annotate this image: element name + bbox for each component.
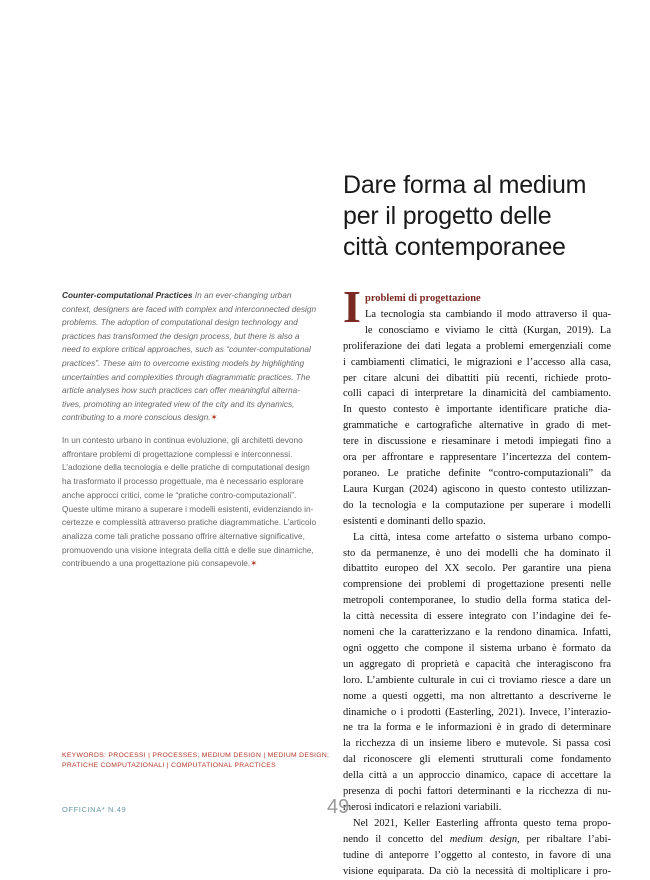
abstract-english bbox=[62, 289, 334, 425]
body-line: sto da permanenze, è uno dei modelli che ha dominato il bbox=[343, 547, 611, 559]
abstract-lead: Counter-computational Practices bbox=[62, 290, 193, 300]
drop-cap: I bbox=[343, 281, 361, 332]
body-line: poraneo. Le pratiche definite “contro-computazionali” da bbox=[343, 467, 611, 479]
body-line: loro. L’ambiente culturale in cui ci troviamo riesce a dare un bbox=[343, 674, 611, 686]
body-line: esistenti e dominanti dello spazio. bbox=[343, 515, 486, 527]
abstract-line: L’adozione della tecnologia e delle pratiche di computational design bbox=[62, 462, 310, 473]
body-line: tudine di anteporre l’oggetto al contesto, in favore di una bbox=[343, 849, 611, 861]
body-line: La città, intesa come artefatto o sistema urbano compo- bbox=[353, 531, 611, 543]
body-line: ora per affrontare e rappresentare l’incertezza del contem- bbox=[343, 452, 611, 464]
body-line: Nel 2021, Keller Easterling affronta questo tema propo- bbox=[353, 817, 611, 829]
keywords-line: KEYWORDS: PROCESSI | PROCESSES; MEDIUM DESIGN | MEDIUM DESIGN; bbox=[62, 752, 330, 759]
body-line: le conosciamo e viviamo le città (Kurgan, 2019). La bbox=[365, 324, 611, 336]
body-line: do la tecnologia e la computazione per superare i modelli bbox=[343, 499, 611, 511]
body-line: per citare alcuni dei dibattiti più recenti, richiede proto- bbox=[343, 372, 611, 384]
abstract-line: need to explore critical approaches, such as “counter-computational bbox=[62, 344, 311, 355]
title-line: per il progetto delle bbox=[343, 202, 552, 230]
abstract-line: problems. The adoption of computational design technology and bbox=[62, 317, 298, 328]
abstract-line: In an ever-changing urban bbox=[192, 290, 292, 300]
title-line: Dare forma al medium bbox=[343, 171, 587, 199]
article-title bbox=[343, 170, 633, 263]
body-line: nomeni che la caratterizzano e la rendono dinamica. Infatti, bbox=[343, 627, 611, 639]
body-line: la città necessita di essere integrato con l’indagine dei fe- bbox=[343, 611, 611, 623]
section-heading: problemi di progettazione bbox=[365, 293, 481, 304]
abstract-italian bbox=[62, 434, 334, 571]
body-line: comprensione dei problemi di progettazione presenti nelle bbox=[343, 579, 611, 591]
body-line: della città a un approccio dinamico, capace di accettare la bbox=[343, 770, 611, 782]
body-line: proliferazione dei dati legata a problemi emergenziali come bbox=[343, 340, 611, 352]
abstract-line: ha trasformato il processo progettuale, ma è necessario esplorare bbox=[62, 476, 304, 487]
body-line: La tecnologia sta cambiando il modo attraverso il qua- bbox=[365, 308, 611, 320]
body-line: la ricchezza di un insieme libero e mutevole. Si passa così bbox=[343, 738, 611, 750]
body-line: visione equiparata. Da ciò la necessità di moltiplicare i pro- bbox=[343, 865, 611, 877]
body-line: merosi indicatori e relazioni variabili. bbox=[343, 802, 502, 813]
body-line: grammatiche e cartografiche alternative in grado di met- bbox=[343, 420, 611, 432]
abstract-line: analizza come tali pratiche possano offrire alternative significative, bbox=[62, 530, 305, 541]
title-line: città contemporanee bbox=[343, 233, 566, 261]
abstract-line: tives, promoting an integrated view of the city and its dynamics, bbox=[62, 398, 295, 409]
end-mark-icon: ✶ bbox=[210, 412, 218, 423]
abstract-line: contributing to a more conscious design. bbox=[62, 412, 211, 423]
body-line: colli capaci di interpretare la dinamicità del cambiamento. bbox=[343, 388, 611, 400]
body-line: Laura Kurgan (2024) agiscono in questo contesto utilizzan- bbox=[343, 483, 611, 495]
keywords-line: PRATICHE COMPUTAZIONALI | COMPUTATIONAL PRACTICES bbox=[62, 762, 276, 769]
end-mark-icon: ✶ bbox=[250, 558, 258, 569]
body-line: ne tra la forma e le informazioni è in grado di determinare bbox=[343, 722, 611, 734]
body-line: un aggregato di proprietà e capacità che interagiscono fra bbox=[343, 658, 611, 670]
body-line: dal riconoscere gli elementi strutturali come fondamento bbox=[343, 754, 611, 766]
abstract-line: In un contesto urbano in continua evoluzione, gli architetti devono bbox=[62, 435, 303, 445]
abstract-line: uncertainties and complexities through diagrammatic practices. The bbox=[62, 371, 311, 382]
body-line: tere in discussione e riesaminare i metodi impiegati fino a bbox=[343, 436, 611, 448]
keywords bbox=[62, 751, 352, 771]
page-number: 49 bbox=[327, 796, 350, 818]
abstract-line: article analyses how such practices can offer meaningful alterna- bbox=[62, 385, 300, 396]
abstract-line: promuovendo una visione integrata della città e delle sue dinamiche, bbox=[62, 544, 314, 555]
body-line: dibattito europeo del XX secolo. Per garantire una piena bbox=[343, 563, 611, 575]
abstract-line: practices”. These aim to overcome existing models by highlighting bbox=[62, 357, 305, 368]
abstract-line: context, designers are faced with complex and interconnected design bbox=[62, 303, 317, 314]
article-body bbox=[343, 291, 611, 880]
body-line: metropoli contemporanee, lo studio della forma statica del- bbox=[343, 595, 611, 607]
body-line: nendo il concetto del medium design, per ribaltare l’abi- bbox=[343, 833, 611, 845]
abstract-line: affrontare problemi di progettazione complessi e interconnessi. bbox=[62, 448, 293, 459]
abstract-line: contribuendo a una progettazione più consapevole. bbox=[62, 558, 251, 569]
body-line: ogni oggetto che compone il sistema urbano è formato da bbox=[343, 642, 611, 654]
abstract-line: certezze e complessità attraverso pratiche diagrammatiche. L’articolo bbox=[62, 517, 317, 528]
abstract-line: anche approcci critici, come le “pratiche contro-computazionali”. bbox=[62, 489, 297, 500]
journal-name: OFFICINA* N.49 bbox=[62, 805, 127, 814]
body-line: dinamiche o i prodotti (Easterling, 2021). Invece, l’interazio- bbox=[343, 706, 611, 718]
body-line: nome a questi oggetti, ma non altrettanto a descriverne le bbox=[343, 690, 611, 702]
abstract-line: practices has transformed the design process, but there is also a bbox=[62, 330, 300, 341]
body-line: In questo contesto è importante identificare pratiche dia- bbox=[343, 404, 611, 416]
abstract-line: Queste ultime mirano a superare i modelli esistenti, evidenziando in- bbox=[62, 503, 314, 514]
body-line: i cambiamenti climatici, le migrazioni e l’accesso alla casa, bbox=[343, 356, 611, 368]
body-line: presenza di pochi fattori determinanti e la ricchezza di nu- bbox=[343, 786, 611, 798]
